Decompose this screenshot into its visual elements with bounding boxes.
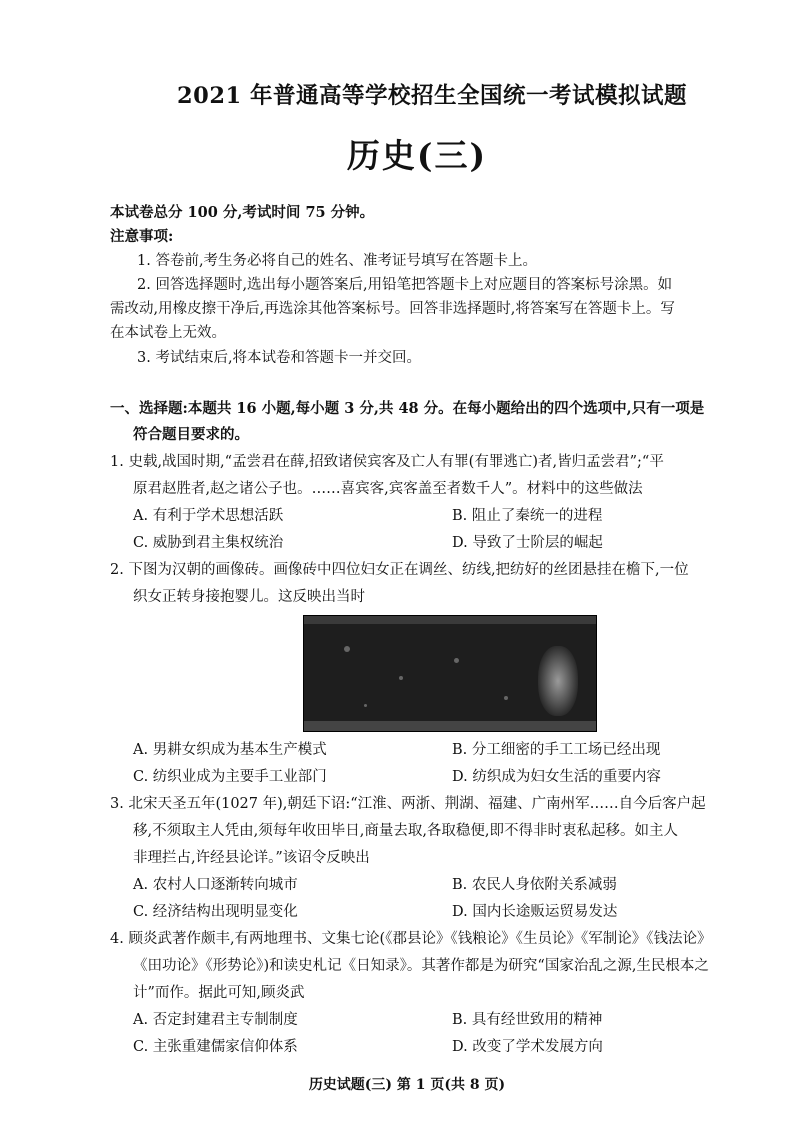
section-1-heading-line-1: 一、选择题:本题共 16 小题,每小题 3 分,共 48 分。在每小题给出的四个选项中,只有一项是 bbox=[110, 400, 705, 417]
q2-option-b: B. 分工细密的手工工场已经出现 bbox=[452, 742, 661, 758]
exam-title: 2021 年普通高等学校招生全国统一考试模拟试题 bbox=[177, 83, 687, 109]
notice-item-1: 1. 答卷前,考生务必将自己的姓名、准考证号填写在答题卡上。 bbox=[137, 253, 538, 269]
q2-stem-line-2: 织女正转身接抱婴儿。这反映出当时 bbox=[133, 589, 365, 605]
q1-option-c: C. 威胁到君主集权统治 bbox=[133, 535, 284, 551]
q3-option-c: C. 经济结构出现明显变化 bbox=[133, 904, 298, 920]
q3-option-a: A. 农村人口逐渐转向城市 bbox=[133, 877, 298, 893]
q3-option-d: D. 国内长途贩运贸易发达 bbox=[452, 904, 618, 920]
q4-stem-line-3: 计”而作。据此可知,顾炎武 bbox=[133, 985, 305, 1001]
q4-stem-line-1: 4. 顾炎武著作颇丰,有两地理书、文集七论(《郡县论》《钱粮论》《生员论》《军制论》《钱法论》 bbox=[110, 931, 712, 947]
q3-stem-line-2: 移,不须取主人凭由,须每年收田毕日,商量去取,各取稳便,即不得非时衷私起移。如主人 bbox=[133, 823, 679, 839]
q2-stem-line-1: 2. 下图为汉朝的画像砖。画像砖中四位妇女正在调丝、纺线,把纺好的丝团悬挂在檐下,一位 bbox=[110, 562, 689, 578]
q2-option-d: D. 纺织成为妇女生活的重要内容 bbox=[452, 769, 661, 785]
q1-option-d: D. 导致了士阶层的崛起 bbox=[452, 535, 603, 551]
notice-item-2-line-3: 在本试卷上无效。 bbox=[110, 325, 226, 341]
notice-item-3: 3. 考试结束后,将本试卷和答题卡一并交回。 bbox=[137, 350, 422, 366]
section-1-heading-line-2: 符合题目要求的。 bbox=[133, 426, 249, 443]
notice-heading: 注意事项: bbox=[110, 228, 174, 245]
notice-intro: 本试卷总分 100 分,考试时间 75 分钟。 bbox=[110, 204, 375, 221]
q2-option-a: A. 男耕女织成为基本生产模式 bbox=[133, 742, 327, 758]
q3-option-b: B. 农民人身依附关系减弱 bbox=[452, 877, 617, 893]
q1-stem-line-2: 原君赵胜者,赵之诸公子也。……喜宾客,宾客盖至者数千人”。材料中的这些做法 bbox=[133, 481, 643, 497]
q4-option-d: D. 改变了学术发展方向 bbox=[452, 1039, 603, 1055]
q4-option-b: B. 具有经世致用的精神 bbox=[452, 1012, 603, 1028]
q3-stem-line-1: 3. 北宋天圣五年(1027 年),朝廷下诏:“江淮、两浙、荆湖、福建、广南州军……自今后客户起 bbox=[110, 796, 706, 812]
subject-title: 历史(三) bbox=[346, 136, 488, 175]
q1-option-b: B. 阻止了秦统一的进程 bbox=[452, 508, 603, 524]
q4-option-a: A. 否定封建君主专制制度 bbox=[133, 1012, 298, 1028]
page-footer: 历史试题(三) 第 1 页(共 8 页) bbox=[308, 1077, 506, 1093]
q4-option-c: C. 主张重建儒家信仰体系 bbox=[133, 1039, 298, 1055]
notice-item-2-line-2: 需改动,用橡皮擦干净后,再选涂其他答案标号。回答非选择题时,将答案写在答题卡上。写 bbox=[110, 301, 675, 317]
q1-stem-line-1: 1. 史载,战国时期,“孟尝君在薛,招致诸侯宾客及亡人有罪(有罪逃亡)者,皆归孟尝君”;“平 bbox=[110, 454, 664, 470]
q4-stem-line-2: 《田功论》《形势论》)和读史札记《日知录》。其著作都是为研究“国家治乱之源,生民根本之 bbox=[133, 958, 709, 974]
q1-option-a: A. 有利于学术思想活跃 bbox=[133, 508, 284, 524]
han-brick-relief-image bbox=[303, 615, 597, 732]
q3-stem-line-3: 非理拦占,许经县论详。”该诏令反映出 bbox=[133, 850, 370, 866]
notice-item-2-line-1: 2. 回答选择题时,选出每小题答案后,用铅笔把答题卡上对应题目的答案标号涂黑。如 bbox=[137, 277, 673, 293]
q2-option-c: C. 纺织业成为主要手工业部门 bbox=[133, 769, 327, 785]
